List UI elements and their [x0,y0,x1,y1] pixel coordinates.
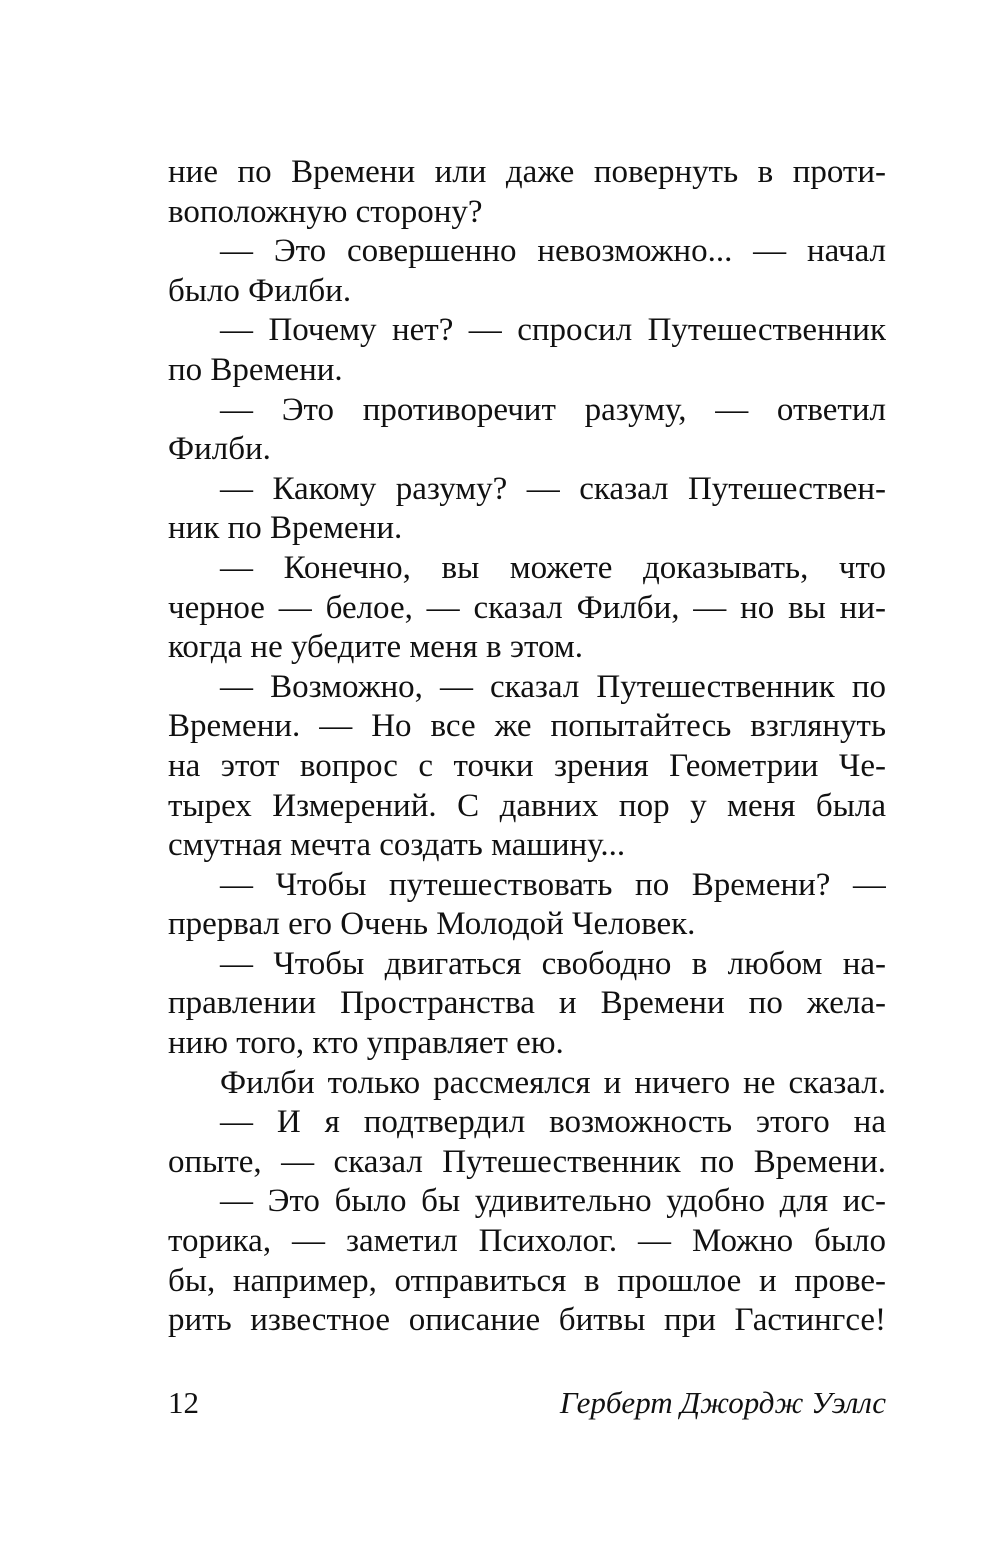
page-footer [168,1383,886,1423]
text-line: Филби. [168,431,271,468]
text-line: было Филби. [168,272,352,309]
text-line: по Времени. [168,351,343,388]
text-line: торика, — заметил Психолог. — Можно было [168,1223,886,1260]
text-line: правлении Пространства и Времени по жела- [168,985,886,1022]
text-line: — Почему нет? — спросил Путешественник [220,312,886,349]
text-line: черное — белое, — сказал Филби, — но вы ни- [168,589,886,626]
text-line: — Это противоречит разуму, — ответил [220,391,886,428]
text-line: Филби только рассмеялся и ничего не сказал. [220,1064,886,1101]
text-line: когда не убедите меня в этом. [168,629,583,666]
text-line: тырех Измерений. С давних пор у меня была [168,787,886,824]
running-author: Герберт Джордж Уэллс [559,1385,886,1420]
text-line: смутная мечта создать машину... [168,827,626,864]
text-line: — Чтобы путешествовать по Времени? — [220,866,886,903]
text-line: рить известное описание битвы при Гастингсе! [168,1302,886,1339]
text-line: — Это совершенно невозможно... — начал [220,233,886,270]
text-line: — Конечно, вы можете доказывать, что [220,549,886,586]
text-line: бы, например, отправиться в прошлое и прове- [168,1262,886,1299]
text-line: — Чтобы двигаться свободно в любом на- [220,945,886,982]
page-number: 12 [168,1385,199,1420]
text-line: прервал его Очень Молодой Человек. [168,906,696,943]
text-line: — И я подтвердил возможность этого на [220,1104,886,1141]
text-line: — Это было бы удивительно удобно для ис- [220,1183,886,1220]
text-line: — Возможно, — сказал Путешественник по [220,668,886,705]
text-line: ник по Времени. [168,510,403,547]
text-line: на этот вопрос с точки зрения Геометрии Че- [168,747,886,784]
text-line: опыте, — сказал Путешественник по Времени. [168,1143,886,1180]
body-text [168,153,886,1341]
text-line: нию того, кто управляет ею. [168,1025,564,1062]
text-line: Времени. — Но все же попытайтесь взглянуть [168,708,886,745]
text-line: ние по Времени или даже повернуть в проти- [168,154,886,190]
text-line: — Какому разуму? — сказал Путешествен- [220,470,886,507]
text-line: воположную сторону? [168,193,483,230]
